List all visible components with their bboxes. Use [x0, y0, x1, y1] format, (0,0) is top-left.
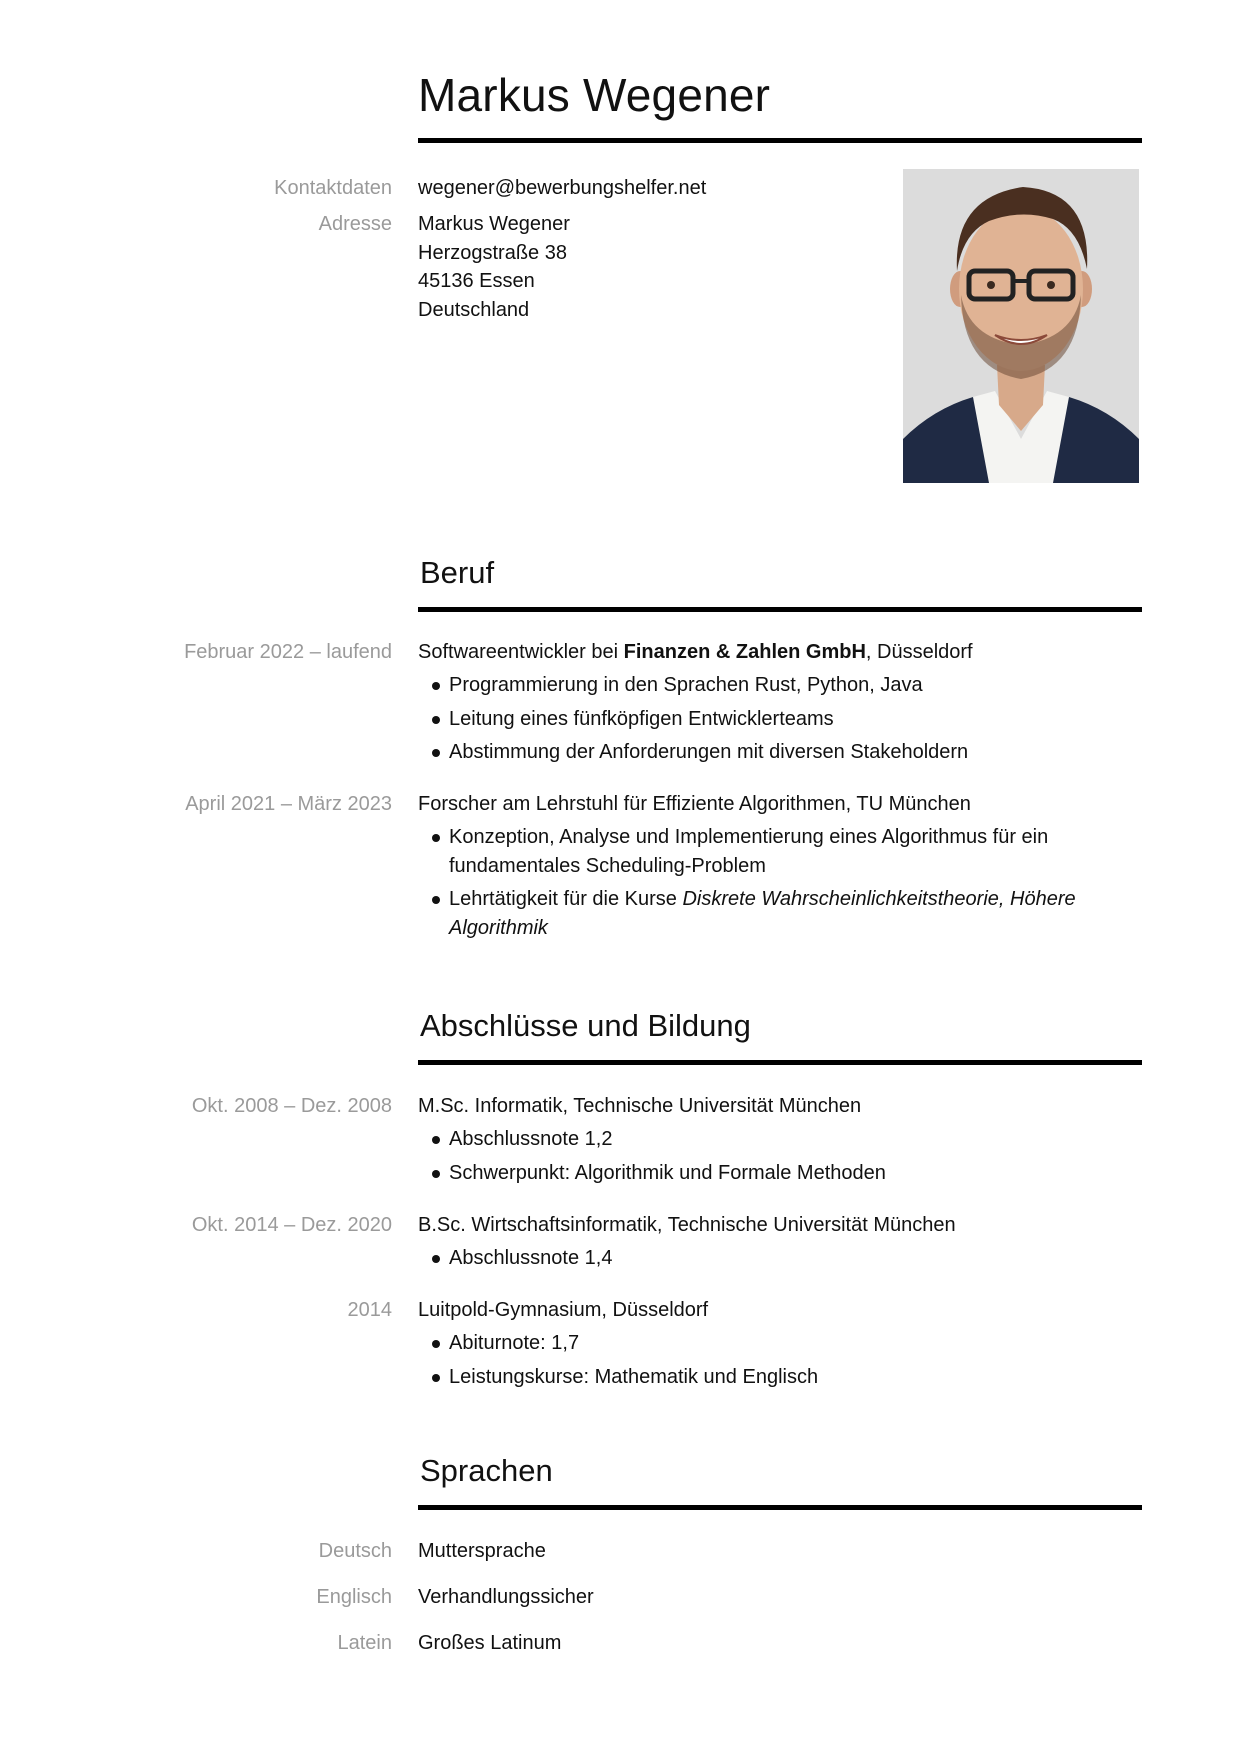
language-level: Verhandlungssicher: [418, 1586, 594, 1608]
bullet-list: [428, 1244, 1118, 1278]
list-item: Leitung eines fünfköpfigen Entwicklerteams: [428, 705, 1118, 734]
job-title: Softwareentwickler bei: [418, 641, 624, 663]
email-value: wegener@bewerbungshelfer.net: [418, 177, 707, 199]
page-title: Markus Wegener: [418, 69, 771, 121]
bullet-text: Lehrtätigkeit für die Kurse: [449, 888, 683, 910]
address-line: Deutschland: [418, 298, 530, 321]
bullet-list: [428, 671, 1118, 772]
list-item: Abstimmung der Anforderungen mit diversen Stakeholdern: [428, 738, 1118, 767]
list-item: Abschlussnote 1,2: [428, 1125, 1118, 1154]
profile-photo: [903, 169, 1139, 483]
section-title-bildung: Abschlüsse und Bildung: [420, 1008, 751, 1043]
list-item: Abiturnote: 1,7: [428, 1329, 1118, 1358]
section-title-beruf: Beruf: [420, 555, 495, 590]
section-divider: [418, 1505, 1142, 1510]
entry-heading: B.Sc. Wirtschaftsinformatik, Technische Universität München: [418, 1214, 956, 1236]
bullet-list: [428, 1125, 1118, 1192]
bullet-list: [428, 823, 1118, 947]
list-item: Konzeption, Analyse und Implementierung eines Algorithmus für ein fundamentales Scheduling-Problem: [428, 823, 1118, 880]
language-level: Muttersprache: [418, 1540, 546, 1562]
address-line: Herzogstraße 38: [418, 241, 567, 264]
employer-name: Finanzen & Zahlen GmbH: [623, 641, 866, 663]
section-divider: [418, 607, 1142, 612]
entry-date: April 2021 – März 2023: [185, 793, 392, 815]
entry-date: Februar 2022 – laufend: [184, 641, 392, 663]
language-name: Latein: [337, 1632, 392, 1654]
bullet-list: [428, 1329, 1118, 1396]
entry-heading: Forscher am Lehrstuhl für Effiziente Algorithmen, TU München: [418, 793, 971, 815]
entry-heading: Luitpold-Gymnasium, Düsseldorf: [418, 1299, 709, 1321]
list-item: Abschlussnote 1,4: [428, 1244, 1118, 1273]
job-location: , Düsseldorf: [865, 641, 973, 663]
title-divider: [418, 138, 1142, 143]
course-names: Diskrete Wahrscheinlichkeitstheorie, Höhere Algorithmik: [449, 888, 1076, 939]
address-label: Adresse: [318, 213, 392, 235]
entry-heading: [418, 638, 973, 666]
list-item: [428, 885, 1118, 942]
address-line: 45136 Essen: [418, 270, 535, 292]
language-name: Deutsch: [318, 1540, 392, 1562]
section-divider: [418, 1060, 1142, 1065]
contact-label: Kontaktdaten: [274, 177, 392, 199]
entry-date: 2014: [347, 1299, 392, 1321]
entry-date: Okt. 2008 – Dez. 2008: [191, 1095, 392, 1117]
entry-date: Okt. 2014 – Dez. 2020: [191, 1214, 392, 1236]
list-item: Schwerpunkt: Algorithmik und Formale Methoden: [428, 1159, 1118, 1188]
address-line: Markus Wegener: [418, 213, 570, 235]
language-level: Großes Latinum: [418, 1632, 562, 1654]
entry-heading: M.Sc. Informatik, Technische Universität München: [418, 1095, 862, 1117]
section-title-sprachen: Sprachen: [420, 1453, 553, 1488]
address-block: [418, 210, 570, 324]
list-item: Leistungskurse: Mathematik und Englisch: [428, 1363, 1118, 1392]
list-item: Programmierung in den Sprachen Rust, Python, Java: [428, 671, 1118, 700]
language-name: Englisch: [316, 1586, 392, 1608]
